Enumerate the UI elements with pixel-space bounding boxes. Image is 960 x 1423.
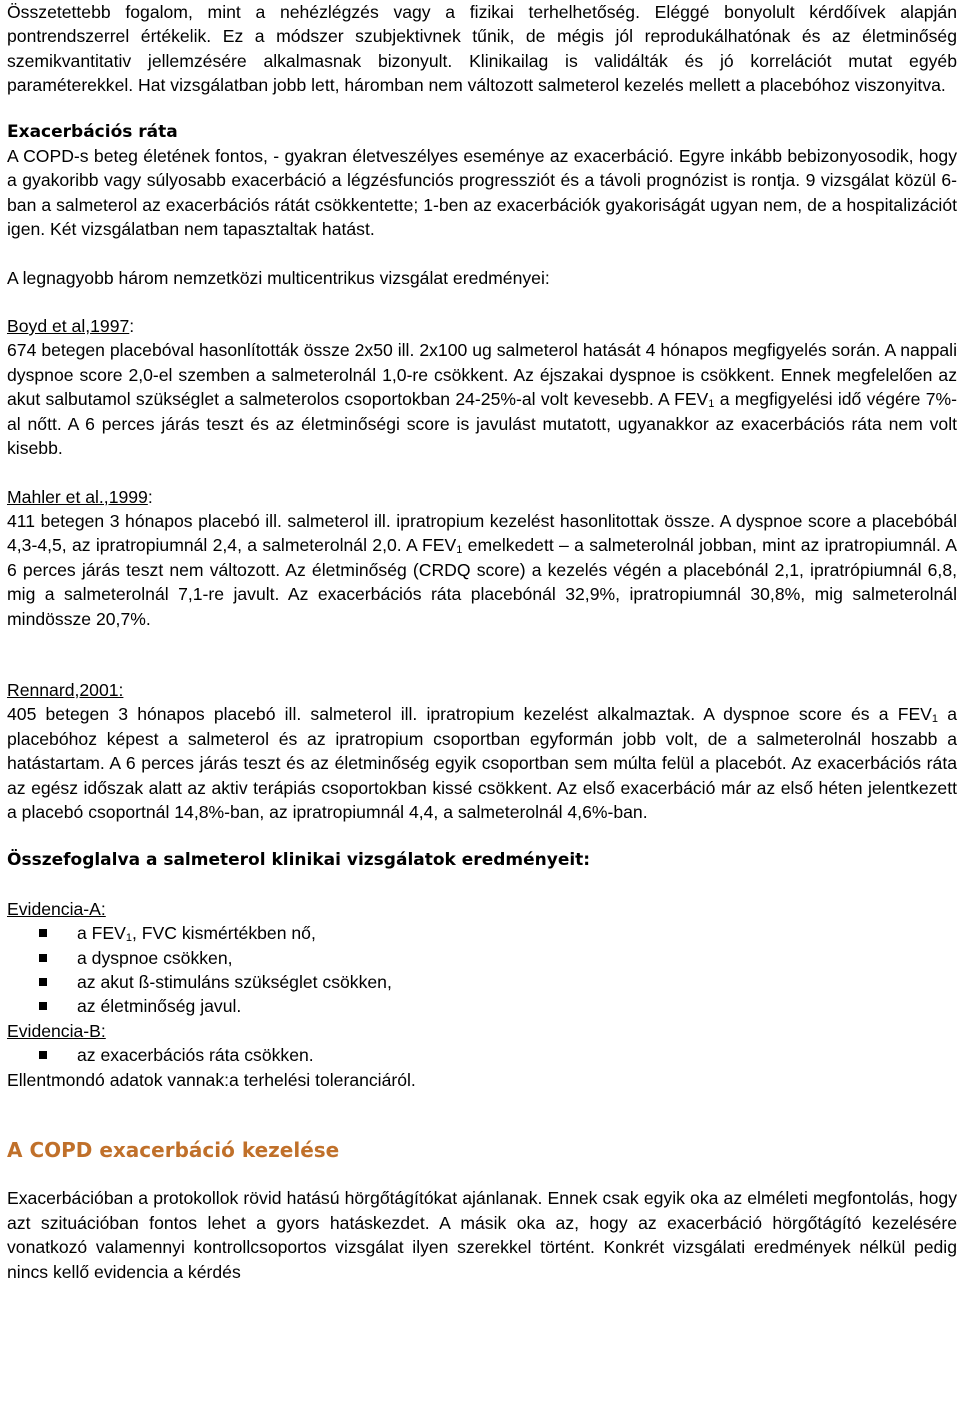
list-item — [7, 921, 957, 945]
list-item-subscript: 1 — [125, 932, 133, 945]
boyd-study — [7, 314, 957, 460]
mahler-study — [7, 485, 957, 631]
mahler-fev-subscript: 1 — [456, 544, 463, 557]
list-item-text: a dyspnoe csökken, — [77, 947, 233, 968]
rennard-reference-line — [7, 678, 957, 702]
summary-heading: Összefoglalva a salmeterol klinikai vizsgálatok eredményeit: — [7, 850, 591, 871]
boyd-colon: : — [129, 316, 135, 337]
mahler-text-b: emelkedett – a salmeterolnál jobban, mint az ipratropiumnál. A 6 perces járás teszt nem változott. Az életminőség (CRDQ score) a kezelés végén a placebónál 2,1, ipratrópiumnál 6,8, mig a salmeterolnál 7,1-re javult. Az exacerbációs ráta placebónál 32,9%, ipratropiumnál 30,8%, mig salmeterolnál mindössze 20,7%. — [7, 535, 958, 629]
copd-treatment-section — [7, 1138, 957, 1284]
rennard-text-a: 405 betegen 3 hónapos placebó ill. salmeterol ill. ipratropium kezelést alkalmaztak. A dyspnoe score és a FEV — [7, 704, 932, 725]
summary-section — [7, 848, 957, 1092]
mahler-text-a: 411 betegen 3 hónapos placebó ill. salmeterol ill. ipratropium kezelést hasonlitottak össze. A dyspnoe score a placebóbál 4,3-4,5, az ipratropiumnál 2,4, a salmeterolnál 2,0. A FEV — [7, 510, 957, 556]
mahler-reference: Mahler et al.,1999 — [7, 486, 148, 507]
list-item — [7, 1043, 957, 1067]
list-item-text: az akut ß-stimuláns szükséglet csökken, — [77, 972, 392, 992]
document-page — [7, 0, 957, 1284]
rennard-study — [7, 678, 957, 824]
exacerbation-paragraph: A COPD-s beteg életének fontos, - gyakran életveszélyes eseménye az exacerbáció. Egyre inkább bebizonyosodik, hogy a gyakoribb vagy súlyosabb exacerbáció a légzésfunciós progressziót és a távoli prognózist is rontja. 9 vizsgálat közül 6-ban a salmeterol az exacerbációs rátát csökkentette; 1-ben az exacerbációk gyakoriságát ugyan nem, de a hospitalizációt igen. Két vizsgálatban nem tapasztaltak hatást. — [7, 146, 957, 240]
list-item-text: az exacerbációs ráta csökken. — [77, 1045, 314, 1066]
rennard-reference: Rennard,2001: — [7, 679, 124, 700]
rennard-fev-subscript: 1 — [931, 713, 939, 726]
rennard-paragraph — [7, 702, 957, 824]
exacerbation-heading: Exacerbációs ráta — [7, 121, 178, 142]
list-item-text: az életminőség javul. — [77, 996, 242, 1017]
mahler-colon: : — [147, 486, 153, 507]
boyd-reference: Boyd et al,1997 — [7, 316, 130, 337]
mahler-paragraph — [7, 509, 957, 631]
evidence-a-label — [7, 897, 957, 921]
evidence-b-label-text: Evidencia-B: — [7, 1020, 106, 1041]
rennard-text-b: a placebóhoz képest a salmeterol és az ipratropium csoportban egyformán jobb volt, de a salmeterolnál hoszabb a hatástartam. A 6 perces járás teszt és az életminőség egyik csoportban sem múlta felül a placebót. Az exacerbációs ráta az egész időszak alatt az aktiv terápiás csoportokban kissé csökkent. Az első exacerbáció már az első héten jelentkezett a placebó csoportnál 14,8%-ban, az ipratropiumnál 4,4, a salmeterolnál 4,6%-ban. — [7, 704, 957, 822]
boyd-text-a: 674 betegen placebóval hasonlították össze 2x50 ill. 2x100 ug salmeterol hatását 4 hónapos megfigyelés során. A nappali dyspnoe score 2,0-el szemben a salmeterolnál 1,0-re csökkent. Az éjszakai dyspnoe is csökkent. Ennek megfelelően az akut salbutamol szükséglet a salmeterolos csoportokban 24-25%-al volt kevesebb. A FEV — [7, 340, 957, 410]
list-item-text: a FEV — [77, 923, 126, 944]
boyd-reference-line — [7, 314, 957, 338]
contradictory-note: Ellentmondó adatok vannak:a terhelési toleranciáról. — [7, 1069, 416, 1090]
multicenter-intro: A legnagyobb három nemzetközi multicentrikus vizsgálat eredményei: — [7, 267, 550, 288]
mahler-reference-line — [7, 485, 957, 509]
evidence-b-list — [7, 1043, 957, 1067]
evidence-b-label — [7, 1019, 957, 1043]
intro-paragraph: Összetettebb fogalom, mint a nehézlégzés vagy a fizikai terhelhetőség. Eléggé bonyolult kérdőívek alapján pontrendszerrel értékelik. Ez a módszer szubjektivnek tűnik, de mégis jól reprodukálhatónak és az életminőség szemikvantitativ jellemzésére alkalmasnak bizonyult. Klinikailag is validálták és jó korrelációt mutat egyéb paraméterekkel. Hat vizsgálatban jobb lett, háromban nem változott salmeterol kezelés mellett a placebóhoz viszonyitva. — [7, 2, 957, 96]
list-item — [7, 994, 957, 1018]
evidence-a-label-text: Evidencia-A: — [7, 898, 106, 919]
exacerbation-section — [7, 120, 957, 242]
boyd-fev-subscript: 1 — [708, 398, 715, 411]
list-item — [7, 946, 957, 970]
boyd-paragraph — [7, 338, 957, 460]
boyd-text-b: a megfigyelési idő végére 7%-al nőtt. A 6 perces járás teszt és az életminőségi score is javulást mutatott, ugyanakkor az exacerbációs ráta nem volt kisebb. — [7, 389, 958, 459]
copd-section-title: A COPD exacerbáció kezelése — [7, 1138, 340, 1163]
evidence-a-list — [7, 921, 957, 1019]
copd-section-paragraph: Exacerbációban a protokollok rövid hatású hörgőtágítókat ajánlanak. Ennek csak egyik oka az elméleti megfontolás, hogy azt szituációban fontos lehet a gyors hatáskezdet. A másik oka az, hogy az exacerbáció hörgőtágító kezelésére vonatkozó valamennyi kontrollcsoportos vizsgálat ilyen szerekkel történt. Konkrét vizsgálati eredmények nélkül pedig nincs kellő evidencia a kérdés — [7, 1188, 957, 1282]
list-item-text-post: , FVC kismértékben nő, — [132, 923, 316, 944]
list-item — [7, 970, 957, 994]
